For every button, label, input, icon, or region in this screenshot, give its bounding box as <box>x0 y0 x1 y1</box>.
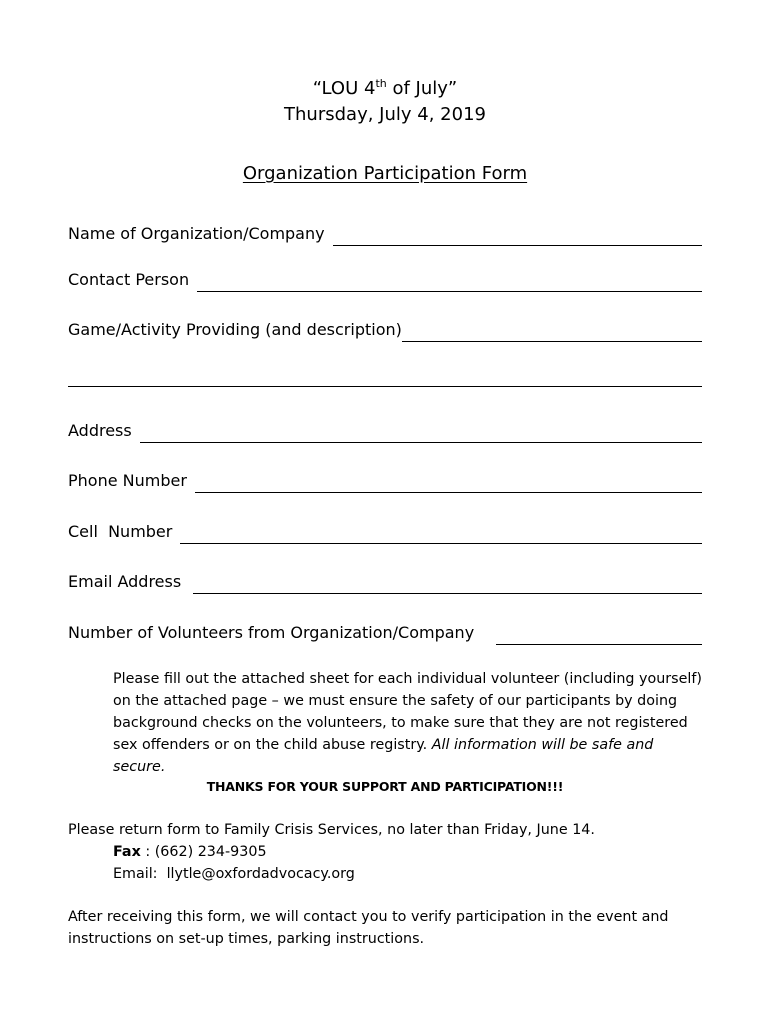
address-blank[interactable] <box>140 424 702 443</box>
email-label: Email Address <box>68 572 182 591</box>
address-field <box>68 419 702 443</box>
return-instructions: Please return form to Family Crisis Services, no later than Friday, June 14. <box>68 822 595 838</box>
email-field <box>68 570 702 594</box>
fax-line <box>113 841 267 863</box>
thanks-message: THANKS FOR YOUR SUPPORT AND PARTICIPATION!!! <box>206 779 564 794</box>
volunteers-blank[interactable] <box>496 626 702 645</box>
event-title: “LOU 4th of July” <box>312 77 458 99</box>
form-title: Organization Participation Form <box>242 163 528 184</box>
fax-number: : (662) 234-9305 <box>140 844 267 860</box>
activity-description-blank[interactable] <box>68 386 702 387</box>
instructions-paragraph: Please fill out the attached sheet for each individual volunteer (including yourself) on the attached page – we must ensure the safety of our participants by doing background checks on the volunteers, to make sure that they are not registered sex offenders or on the child abuse registry. All information will be safe and secure. <box>113 671 703 775</box>
activity-blank[interactable] <box>402 323 702 342</box>
organization-field <box>68 222 702 246</box>
address-label: Address <box>68 421 132 440</box>
volunteers-field <box>68 621 702 645</box>
activity-label: Game/Activity Providing (and description) <box>68 320 402 339</box>
cell-blank[interactable] <box>180 525 702 544</box>
ordinal-suffix: th <box>375 77 387 90</box>
contact-blank[interactable] <box>197 273 702 292</box>
phone-label: Phone Number <box>68 471 187 490</box>
contact-field <box>68 268 702 292</box>
email-blank[interactable] <box>193 575 702 594</box>
activity-field <box>68 318 702 342</box>
cell-label: Cell Number <box>68 522 173 541</box>
closing-paragraph: After receiving this form, we will contact you to verify participation in the event and instructions on set-up times, parking instructions. <box>68 909 669 947</box>
organization-blank[interactable] <box>333 227 702 246</box>
email-contact-line: Email: llytle@oxfordadvocacy.org <box>113 866 355 882</box>
organization-label: Name of Organization/Company <box>68 224 325 243</box>
phone-blank[interactable] <box>195 474 702 493</box>
cell-field <box>68 520 702 544</box>
volunteers-label: Number of Volunteers from Organization/Company <box>68 623 475 642</box>
phone-field <box>68 469 702 493</box>
event-date: Thursday, July 4, 2019 <box>284 104 486 125</box>
privacy-note: All information will be safe and secure. <box>113 737 654 775</box>
contact-label: Contact Person <box>68 270 190 289</box>
fax-label: Fax <box>113 844 141 860</box>
